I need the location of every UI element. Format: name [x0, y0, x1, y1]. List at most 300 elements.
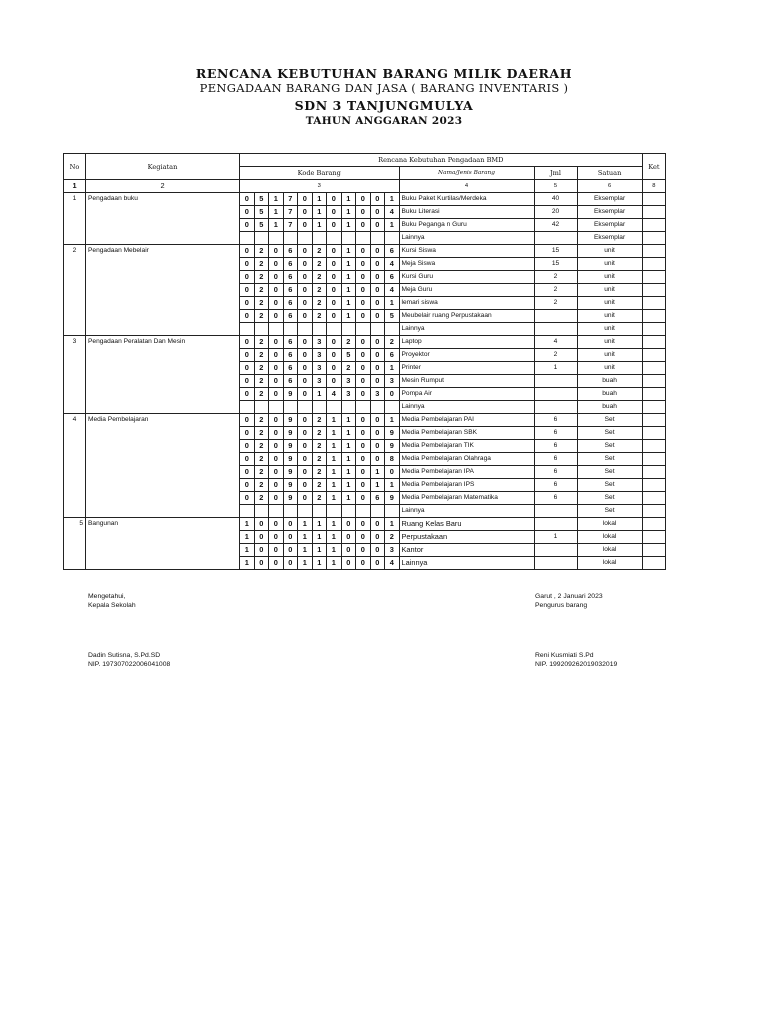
cell-kode-digit: 0 — [269, 557, 284, 570]
cell-no — [64, 323, 86, 336]
cell-kode-digit: 1 — [385, 479, 400, 492]
cell-satuan: Set — [577, 440, 642, 453]
cell-kode-digit: 2 — [312, 258, 327, 271]
cell-jml: 6 — [534, 414, 577, 427]
cell-kode-digit: 0 — [240, 453, 255, 466]
cell-kode-digit: 0 — [298, 336, 313, 349]
cell-kegiatan — [86, 440, 240, 453]
cell-kode-digit: 6 — [283, 271, 298, 284]
cell-kode-digit: 0 — [298, 310, 313, 323]
cell-kode-digit — [269, 323, 284, 336]
cell-kode-digit: 1 — [341, 219, 356, 232]
cell-kode-digit: 9 — [283, 427, 298, 440]
cell-kegiatan — [86, 258, 240, 271]
cell-ket — [642, 323, 666, 336]
cell-kode-digit: 0 — [298, 362, 313, 375]
cell-kode-digit: 1 — [327, 414, 342, 427]
cell-ket — [642, 193, 666, 206]
header-satuan: Satuan — [577, 167, 642, 180]
cell-ket — [642, 297, 666, 310]
cell-kode-digit: 0 — [240, 388, 255, 401]
cell-jml: 20 — [534, 206, 577, 219]
cell-kode-digit: 0 — [356, 440, 371, 453]
cell-jml: 2 — [534, 271, 577, 284]
cell-kode-digit: 2 — [254, 440, 269, 453]
cell-kode-digit — [341, 323, 356, 336]
cell-kode-digit: 4 — [385, 206, 400, 219]
cell-kegiatan — [86, 388, 240, 401]
cell-no: 4 — [64, 414, 86, 427]
cell-kode-digit: 5 — [385, 310, 400, 323]
cell-nama: Perpustakaan — [399, 531, 534, 544]
cell-satuan: Eksemplar — [577, 193, 642, 206]
cell-kode-digit: 3 — [312, 375, 327, 388]
cell-kode-digit: 1 — [240, 531, 255, 544]
cell-kode-digit: 0 — [254, 531, 269, 544]
cell-no — [64, 466, 86, 479]
table-row — [64, 375, 666, 388]
header-row-1 — [64, 154, 666, 167]
signature-left-name: Dadin Sutisna, S.Pd.SD — [88, 652, 161, 659]
cell-satuan: buah — [577, 375, 642, 388]
cell-nama: Laptop — [399, 336, 534, 349]
cell-kode-digit: 5 — [254, 219, 269, 232]
cell-kode-digit: 0 — [269, 258, 284, 271]
cell-kode-digit — [356, 232, 371, 245]
table-row — [64, 531, 666, 544]
cell-kode-digit: 5 — [254, 193, 269, 206]
table-row — [64, 427, 666, 440]
cell-kode-digit: 2 — [254, 349, 269, 362]
cell-kode-digit: 1 — [298, 544, 313, 557]
cell-ket — [642, 440, 666, 453]
cell-nama: Kursi Siswa — [399, 245, 534, 258]
cell-kode-digit: 6 — [283, 310, 298, 323]
cell-kode-digit: 6 — [283, 258, 298, 271]
cell-satuan: unit — [577, 258, 642, 271]
cell-kode-digit: 0 — [341, 557, 356, 570]
cell-kode-digit: 6 — [385, 271, 400, 284]
cell-kode-digit: 9 — [283, 492, 298, 505]
cell-kode-digit: 0 — [356, 310, 371, 323]
cell-nama: Buku Paket Kurtilas/Merdeka — [399, 193, 534, 206]
cell-ket — [642, 492, 666, 505]
cell-kode-digit — [283, 323, 298, 336]
cell-jml: 15 — [534, 258, 577, 271]
cell-kode-digit — [341, 232, 356, 245]
cell-kegiatan — [86, 297, 240, 310]
cell-kode-digit: 0 — [283, 544, 298, 557]
signature-right-name-block — [535, 651, 617, 669]
cell-kode-digit: 0 — [370, 310, 385, 323]
cell-kode-digit — [356, 401, 371, 414]
cell-kode-digit: 0 — [370, 440, 385, 453]
cell-kode-digit: 0 — [298, 258, 313, 271]
cell-kode-digit: 0 — [356, 206, 371, 219]
cell-kode-digit: 0 — [269, 479, 284, 492]
cell-ket — [642, 505, 666, 518]
cell-kode-digit: 1 — [327, 531, 342, 544]
cell-kode-digit: 0 — [356, 349, 371, 362]
cell-kode-digit — [254, 232, 269, 245]
cell-kegiatan — [86, 427, 240, 440]
cell-kode-digit: 3 — [385, 375, 400, 388]
table-row — [64, 284, 666, 297]
cell-kegiatan — [86, 349, 240, 362]
cell-nama: Media Pembelajaran PAI — [399, 414, 534, 427]
cell-satuan: unit — [577, 271, 642, 284]
cell-kode-digit — [327, 401, 342, 414]
cell-kode-digit — [327, 232, 342, 245]
cell-kode-digit: 1 — [385, 362, 400, 375]
header-nama: Nama/Jenis Barang — [399, 167, 534, 180]
cell-jml: 6 — [534, 466, 577, 479]
cell-kode-digit: 1 — [341, 466, 356, 479]
cell-no — [64, 206, 86, 219]
cell-kode-digit: 0 — [327, 349, 342, 362]
cell-kegiatan — [86, 362, 240, 375]
cell-kode-digit: 1 — [341, 284, 356, 297]
cell-kode-digit: 0 — [283, 531, 298, 544]
cell-no — [64, 531, 86, 544]
cell-nama: Buku Literasi — [399, 206, 534, 219]
cell-kode-digit: 0 — [298, 349, 313, 362]
header-no: No — [64, 154, 86, 180]
cell-kode-digit: 6 — [385, 245, 400, 258]
cell-kode-digit — [240, 505, 255, 518]
cell-kode-digit: 0 — [327, 375, 342, 388]
cell-kode-digit — [370, 505, 385, 518]
cell-kode-digit: 2 — [312, 479, 327, 492]
cell-kode-digit — [312, 401, 327, 414]
cell-kode-digit: 0 — [298, 297, 313, 310]
signature-left-name-block — [88, 651, 170, 669]
cell-kode-digit: 9 — [385, 440, 400, 453]
cell-kode-digit: 3 — [370, 388, 385, 401]
cell-kode-digit — [254, 401, 269, 414]
signature-left-acknowledge: Mengetahui, — [88, 593, 126, 600]
table-row — [64, 310, 666, 323]
cell-kode-digit: 0 — [356, 375, 371, 388]
cell-kode-digit: 2 — [312, 466, 327, 479]
cell-kode-digit: 0 — [269, 284, 284, 297]
cell-kode-digit: 2 — [254, 297, 269, 310]
cell-kode-digit: 0 — [356, 362, 371, 375]
cell-kode-digit: 1 — [327, 453, 342, 466]
cell-kegiatan: Pengadaan Mebelair — [86, 245, 240, 258]
cell-kode-digit — [312, 505, 327, 518]
cell-kegiatan — [86, 232, 240, 245]
cell-kode-digit — [385, 401, 400, 414]
cell-kode-digit: 0 — [240, 349, 255, 362]
cell-satuan: Set — [577, 505, 642, 518]
cell-kode-digit: 0 — [298, 245, 313, 258]
cell-kode-digit — [298, 505, 313, 518]
cell-no — [64, 284, 86, 297]
cell-kode-digit: 0 — [327, 310, 342, 323]
cell-kode-digit: 0 — [370, 297, 385, 310]
cell-ket — [642, 232, 666, 245]
cell-kode-digit: 2 — [254, 479, 269, 492]
signature-right-block — [535, 592, 603, 610]
cell-jml — [534, 232, 577, 245]
cell-no — [64, 362, 86, 375]
cell-kode-digit: 0 — [298, 206, 313, 219]
cell-kegiatan — [86, 310, 240, 323]
cell-kode-digit: 0 — [240, 284, 255, 297]
cell-kode-digit: 1 — [341, 206, 356, 219]
cell-kode-digit: 2 — [254, 284, 269, 297]
cell-kode-digit: 0 — [269, 310, 284, 323]
cell-kode-digit — [356, 323, 371, 336]
cell-kode-digit: 0 — [356, 453, 371, 466]
cell-jml — [534, 518, 577, 531]
cell-kode-digit: 0 — [254, 557, 269, 570]
cell-satuan: Eksemplar — [577, 232, 642, 245]
cell-kode-digit — [312, 232, 327, 245]
cell-jml: 1 — [534, 362, 577, 375]
cell-nama: Meja Guru — [399, 284, 534, 297]
cell-kode-digit: 1 — [327, 440, 342, 453]
cell-jml: 6 — [534, 479, 577, 492]
cell-no — [64, 440, 86, 453]
cell-kode-digit — [370, 401, 385, 414]
cell-kode-digit: 0 — [370, 531, 385, 544]
cell-kode-digit: 9 — [385, 492, 400, 505]
cell-kode-digit: 1 — [312, 388, 327, 401]
cell-kode-digit: 0 — [298, 466, 313, 479]
signature-left-nip: NIP. 197307022006041008 — [88, 661, 171, 668]
cell-kode-digit — [370, 232, 385, 245]
cell-kode-digit: 2 — [312, 271, 327, 284]
cell-jml: 6 — [534, 453, 577, 466]
cell-kode-digit: 0 — [283, 557, 298, 570]
cell-kode-digit — [240, 232, 255, 245]
cell-kode-digit: 0 — [240, 427, 255, 440]
cell-kode-digit: 0 — [370, 427, 385, 440]
cell-kode-digit: 3 — [385, 544, 400, 557]
cell-jml: 6 — [534, 427, 577, 440]
colnum-1: 1 — [64, 180, 86, 193]
cell-kode-digit: 2 — [312, 427, 327, 440]
table-row — [64, 401, 666, 414]
signature-left-role: Kepala Sekolah — [88, 602, 136, 609]
cell-kode-digit — [385, 505, 400, 518]
cell-jml: 6 — [534, 440, 577, 453]
cell-kode-digit: 1 — [327, 557, 342, 570]
cell-kegiatan — [86, 531, 240, 544]
table-row — [64, 557, 666, 570]
cell-kode-digit: 0 — [356, 479, 371, 492]
cell-kode-digit: 2 — [312, 453, 327, 466]
cell-kode-digit: 2 — [341, 336, 356, 349]
signature-left-block — [88, 592, 136, 610]
title-year: TAHUN ANGGARAN 2023 — [305, 115, 463, 127]
cell-nama: Media Pembelajaran Olahraga — [399, 453, 534, 466]
cell-ket — [642, 375, 666, 388]
cell-satuan: buah — [577, 401, 642, 414]
cell-no: 5 — [64, 518, 86, 531]
table-row — [64, 349, 666, 362]
cell-kode-digit: 0 — [356, 492, 371, 505]
colnum-5: 5 — [534, 180, 577, 193]
cell-kode-digit: 2 — [312, 414, 327, 427]
cell-kode-digit: 2 — [312, 440, 327, 453]
cell-kode-digit — [385, 323, 400, 336]
cell-kode-digit: 0 — [298, 284, 313, 297]
table-row — [64, 479, 666, 492]
cell-satuan: lokal — [577, 531, 642, 544]
cell-kode-digit: 0 — [370, 193, 385, 206]
cell-kode-digit: 1 — [341, 310, 356, 323]
cell-kode-digit: 2 — [254, 388, 269, 401]
cell-kode-digit: 0 — [327, 362, 342, 375]
cell-kode-digit: 1 — [341, 245, 356, 258]
cell-kode-digit: 0 — [269, 544, 284, 557]
cell-kegiatan — [86, 284, 240, 297]
cell-kegiatan — [86, 492, 240, 505]
table-row — [64, 219, 666, 232]
cell-kode-digit: 0 — [341, 544, 356, 557]
cell-kegiatan: Media Pembelajaran — [86, 414, 240, 427]
cell-kode-digit: 0 — [370, 544, 385, 557]
cell-no — [64, 544, 86, 557]
cell-kode-digit — [298, 323, 313, 336]
cell-kode-digit: 0 — [385, 388, 400, 401]
cell-kegiatan — [86, 466, 240, 479]
cell-kode-digit: 1 — [385, 297, 400, 310]
cell-kode-digit — [240, 401, 255, 414]
cell-kode-digit: 6 — [283, 336, 298, 349]
cell-kode-digit — [327, 505, 342, 518]
cell-kode-digit — [254, 505, 269, 518]
cell-kode-digit: 0 — [327, 245, 342, 258]
cell-kode-digit: 1 — [327, 544, 342, 557]
cell-jml: 4 — [534, 336, 577, 349]
cell-kode-digit: 0 — [269, 271, 284, 284]
cell-kode-digit: 1 — [312, 518, 327, 531]
signature-right-nip: NIP. 199209262019032019 — [535, 661, 618, 668]
cell-kode-digit: 1 — [312, 531, 327, 544]
cell-satuan: Set — [577, 466, 642, 479]
cell-kode-digit: 1 — [269, 219, 284, 232]
cell-kode-digit: 2 — [312, 310, 327, 323]
cell-kode-digit: 2 — [254, 453, 269, 466]
cell-ket — [642, 518, 666, 531]
cell-ket — [642, 349, 666, 362]
cell-kode-digit: 2 — [254, 492, 269, 505]
cell-kode-digit — [341, 505, 356, 518]
cell-kode-digit: 2 — [385, 531, 400, 544]
cell-nama: Lainnya — [399, 323, 534, 336]
cell-satuan: lokal — [577, 544, 642, 557]
cell-kode-digit: 0 — [370, 206, 385, 219]
cell-kode-digit: 2 — [254, 336, 269, 349]
cell-satuan: Eksemplar — [577, 206, 642, 219]
cell-kode-digit: 0 — [269, 375, 284, 388]
cell-no — [64, 258, 86, 271]
cell-kode-digit — [298, 401, 313, 414]
cell-kode-digit: 1 — [327, 427, 342, 440]
cell-satuan: lokal — [577, 518, 642, 531]
cell-kode-digit: 1 — [240, 557, 255, 570]
cell-kode-digit — [283, 401, 298, 414]
cell-kode-digit: 0 — [283, 518, 298, 531]
table-row — [64, 362, 666, 375]
cell-kode-digit: 3 — [312, 362, 327, 375]
cell-kode-digit: 1 — [269, 206, 284, 219]
cell-ket — [642, 258, 666, 271]
cell-kegiatan: Pengadaan Peralatan Dan Mesin — [86, 336, 240, 349]
table-row — [64, 388, 666, 401]
cell-no — [64, 479, 86, 492]
cell-kode-digit: 0 — [298, 440, 313, 453]
cell-kode-digit: 1 — [298, 531, 313, 544]
cell-kode-digit: 8 — [385, 453, 400, 466]
cell-no — [64, 297, 86, 310]
table-row — [64, 505, 666, 518]
cell-kode-digit: 0 — [370, 349, 385, 362]
cell-nama: Media Pembelajaran IPS — [399, 479, 534, 492]
cell-kode-digit: 6 — [385, 349, 400, 362]
cell-kode-digit: 0 — [327, 284, 342, 297]
cell-kode-digit: 0 — [240, 193, 255, 206]
cell-kode-digit — [269, 401, 284, 414]
cell-satuan: unit — [577, 297, 642, 310]
cell-kode-digit: 4 — [327, 388, 342, 401]
table-row — [64, 492, 666, 505]
cell-kode-digit: 1 — [269, 193, 284, 206]
cell-ket — [642, 245, 666, 258]
cell-jml — [534, 310, 577, 323]
cell-kode-digit — [298, 232, 313, 245]
cell-kode-digit: 1 — [240, 544, 255, 557]
cell-satuan: unit — [577, 310, 642, 323]
table-row — [64, 440, 666, 453]
cell-satuan: unit — [577, 245, 642, 258]
cell-kode-digit: 0 — [269, 518, 284, 531]
document-header — [0, 66, 768, 128]
cell-kegiatan — [86, 544, 240, 557]
cell-kode-digit — [356, 505, 371, 518]
cell-kode-digit: 6 — [283, 349, 298, 362]
cell-kode-digit — [269, 505, 284, 518]
cell-nama: Ruang Kelas Baru — [399, 518, 534, 531]
cell-kode-digit: 2 — [254, 245, 269, 258]
title-main: RENCANA KEBUTUHAN BARANG MILIK DAERAH — [195, 66, 573, 81]
cell-kode-digit: 0 — [269, 245, 284, 258]
cell-nama: Media Pembelajaran Matematika — [399, 492, 534, 505]
cell-kode-digit: 0 — [269, 453, 284, 466]
cell-kode-digit: 1 — [312, 557, 327, 570]
cell-nama: Lainnya — [399, 401, 534, 414]
cell-kode-digit: 0 — [240, 440, 255, 453]
cell-no — [64, 505, 86, 518]
cell-nama: Lainnya — [399, 505, 534, 518]
cell-kode-digit: 0 — [356, 271, 371, 284]
cell-ket — [642, 414, 666, 427]
cell-nama: Lainnya — [399, 232, 534, 245]
cell-ket — [642, 453, 666, 466]
cell-kode-digit: 1 — [312, 544, 327, 557]
cell-kode-digit: 9 — [283, 466, 298, 479]
cell-kode-digit: 2 — [254, 362, 269, 375]
cell-kode-digit: 0 — [327, 336, 342, 349]
cell-kode-digit: 2 — [312, 284, 327, 297]
cell-kode-digit: 2 — [385, 336, 400, 349]
cell-jml — [534, 323, 577, 336]
cell-kegiatan — [86, 219, 240, 232]
